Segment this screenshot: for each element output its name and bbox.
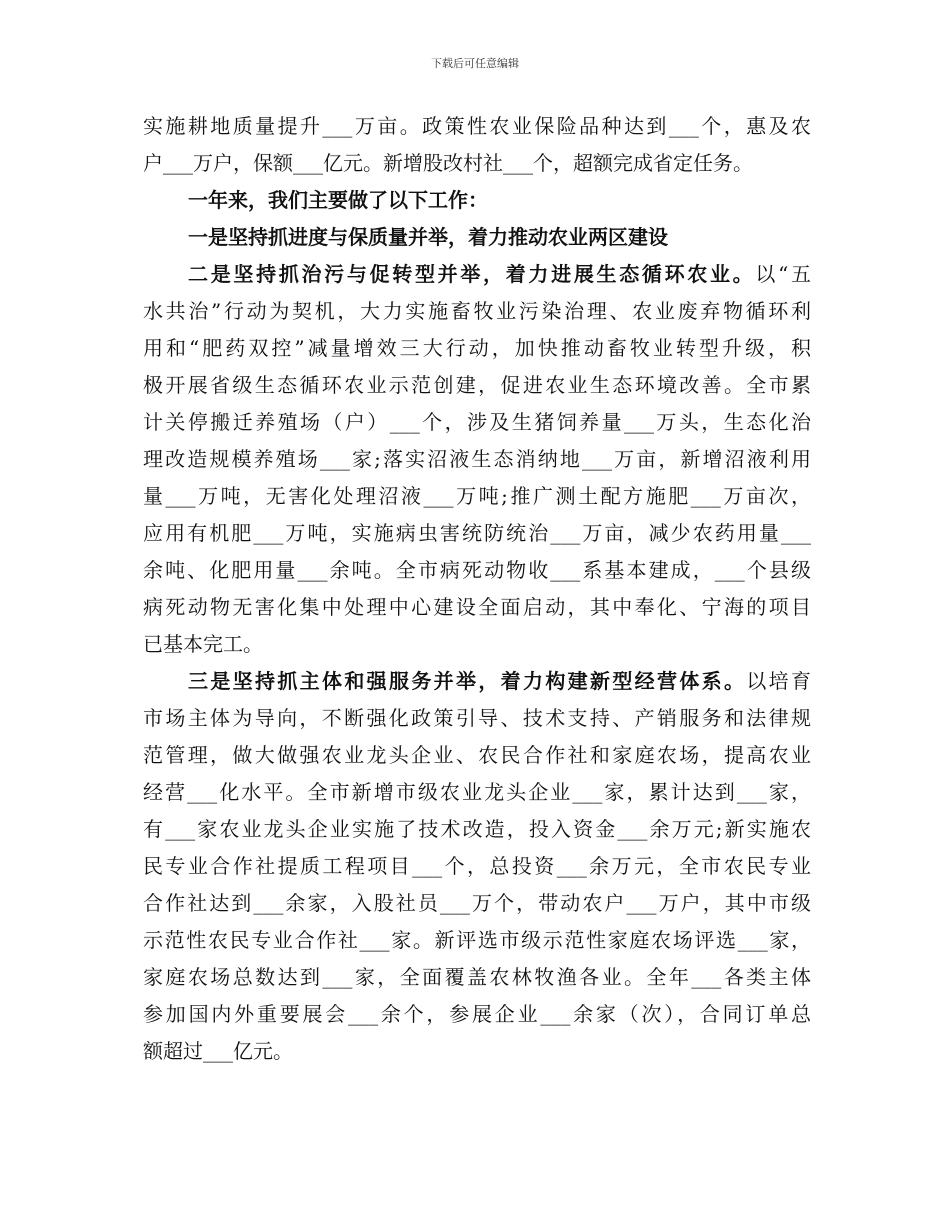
paragraph xyxy=(143,256,811,663)
text-line: 示范性农民专业合作社___家。新评选市级示范性家庭农场评选___家， xyxy=(143,928,811,952)
text-line: 极开展省级生态循环农业示范创建，促进农业生态环境改善。全市累 xyxy=(143,373,811,397)
paragraph xyxy=(143,663,811,1070)
line-tail: 以“五 xyxy=(755,262,811,286)
section-heading-3: 三是坚持抓主体和强服务并举，着力构建新型经营体系。 xyxy=(188,669,747,693)
line-tail: 以培育 xyxy=(746,669,811,693)
text-line: 水共治”行动为契机，大力实施畜牧业污染治理、农业废弃物循环利 xyxy=(143,299,811,323)
text-line: 合作社达到___余家，入股社员___万个，带动农户___万户，其中市级 xyxy=(143,891,811,915)
section-intro: 一年来，我们主要做了以下工作： xyxy=(188,188,488,212)
text-line: 参加国内外重要展会___余个，参展企业___余家（次），合同订单总 xyxy=(143,1002,811,1026)
document-body xyxy=(143,108,811,1070)
section-heading-2: 二是坚持抓治污与促转型并举，着力进展生态循环农业。 xyxy=(188,262,756,286)
text-line: 用和“肥药双控”减量增效三大行动，加快推动畜牧业转型升级，积 xyxy=(143,336,811,360)
text-line xyxy=(143,663,811,700)
text-line: 额超过___亿元。 xyxy=(143,1039,293,1063)
text-line: 家庭农场总数达到___家，全面覆盖农林牧渔各业。全年___各类主体 xyxy=(143,965,811,989)
text-line: 计关停搬迁养殖场（户）___个，涉及生猪饲养量___万头，生态化治 xyxy=(143,410,811,434)
text-line: 量___万吨，无害化处理沼液___万吨;推广测土配方施肥___万亩次， xyxy=(143,484,811,508)
page-header: 下载后可任意编辑 xyxy=(431,57,519,70)
text-line: 户___万户，保额___亿元。新增股改村社___个，超额完成省定任务。 xyxy=(143,151,753,175)
text-line: 应用有机肥___万吨，实施病虫害统防统治___万亩，减少农药用量___ xyxy=(143,521,811,545)
text-line: 已基本完工。 xyxy=(143,632,263,656)
text-line: 范管理，做大做强农业龙头企业、农民合作社和家庭农场，提高农业 xyxy=(143,743,811,767)
text-line: 病死动物无害化集中处理中心建设全面启动，其中奉化、宁海的项目 xyxy=(143,595,811,619)
text-line xyxy=(143,256,811,293)
section-heading-1: 一是坚持抓进度与保质量并举，着力推动农业两区建设 xyxy=(188,225,668,249)
text-line: 实施耕地质量提升___万亩。政策性农业保险品种达到___个，惠及农 xyxy=(143,114,811,138)
text-line: 经营___化水平。全市新增市级农业龙头企业___家，累计达到___家， xyxy=(143,780,811,804)
text-line: 有___家农业龙头企业实施了技术改造，投入资金___余万元;新实施农 xyxy=(143,817,811,841)
text-line: 民专业合作社提质工程项目___个，总投资___余万元，全市农民专业 xyxy=(143,854,811,878)
text-line: 理改造规模养殖场___家;落实沼液生态消纳地___万亩，新增沼液利用 xyxy=(143,447,811,471)
text-line: 余吨、化肥用量___余吨。全市病死动物收___系基本建成，___个县级 xyxy=(143,558,811,582)
paragraph xyxy=(143,108,811,182)
text-line: 市场主体为导向，不断强化政策引导、技术支持、产销服务和法律规 xyxy=(143,706,811,730)
